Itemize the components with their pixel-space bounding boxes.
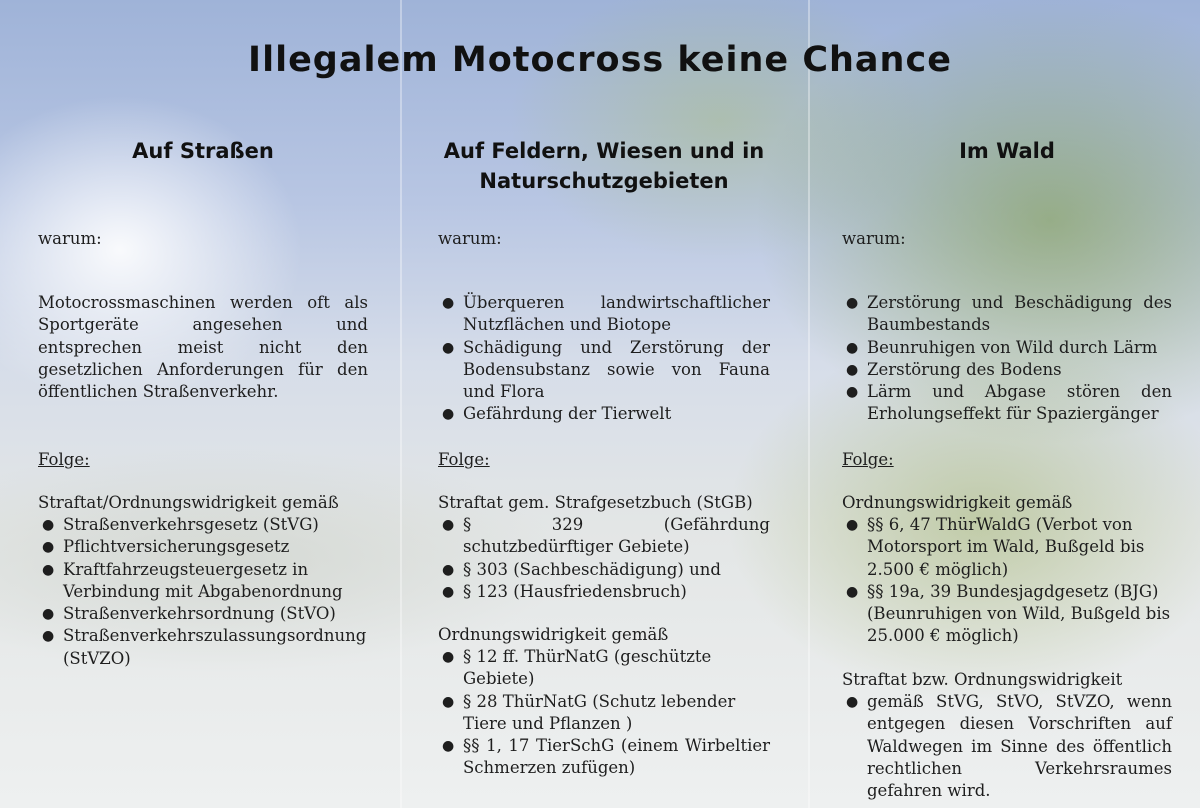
list-item: ● gemäß StVG, StVO, StVZO, wenn entgegen diesen Vorschriften auf Waldwegen im Sinne des öffentlich rechtlichen Verkehrsraumes gefahren wird. — [846, 692, 1172, 801]
list-item: ● § 28 ThürNatG (Schutz lebender Tiere und Pflanzen ) — [442, 691, 736, 733]
reason-list — [438, 292, 770, 426]
list-item: ● § 303 (Sachbeschädigung) und — [438, 559, 770, 581]
consequence-list — [842, 514, 1172, 648]
column-heading: Auf Straßen — [132, 139, 274, 163]
bullet-icon: ● — [846, 361, 859, 378]
consequence-list — [438, 646, 770, 780]
folge-label: Folge: — [842, 450, 894, 469]
bullet-icon: ● — [846, 694, 859, 710]
fold-line-right — [808, 0, 810, 808]
column-heading: Auf Feldern, Wiesen und in Naturschutzgebieten — [443, 139, 765, 193]
warum-label: warum: — [438, 229, 502, 248]
consequence-list — [438, 514, 770, 603]
bullet-icon: ● — [442, 339, 455, 356]
folge-label: Folge: — [38, 450, 90, 469]
list-item: ● Straßenverkehrszulassungsordnung (StVZO) — [42, 626, 367, 668]
bullet-icon: ● — [442, 649, 455, 665]
consequence-list — [38, 514, 368, 670]
fold-line-left — [400, 0, 402, 808]
list-item: ● § 12 ff. ThürNatG (geschützte Gebiete) — [442, 647, 712, 689]
consequence-intro: Ordnungswidrigkeit gemäß — [842, 493, 1073, 512]
bullet-icon: ● — [846, 295, 859, 311]
list-item: ● Zerstörung und Beschädigung des Baumbestands — [846, 293, 1172, 335]
list-item: ● Kraftfahrzeugsteuergesetz in Verbindung mit Abgabenordnung — [42, 559, 343, 601]
bullet-icon: ● — [846, 339, 859, 356]
consequence-intro: Straftat/Ordnungswidrigkeit gemäß — [38, 493, 339, 512]
bullet-icon: ● — [42, 517, 55, 533]
consequence-intro: Straftat gem. Strafgesetzbuch (StGB) — [438, 493, 753, 512]
list-item: ● Straßenverkehrsordnung (StVO) — [38, 603, 368, 625]
bullet-icon: ● — [846, 384, 859, 401]
list-item: ● § 329 (Gefährdung schutzbedürftiger Gebiete) — [442, 515, 770, 557]
warum-label: warum: — [38, 229, 102, 248]
list-item: ● Gefährdung der Tierwelt — [438, 403, 770, 425]
consequence-list — [842, 691, 1172, 802]
list-item: ● Straßenverkehrsgesetz (StVG) — [38, 514, 368, 536]
consequence-intro: Straftat bzw. Ordnungswidrigkeit — [842, 670, 1123, 689]
bullet-icon: ● — [42, 628, 55, 645]
bullet-icon: ● — [442, 517, 455, 533]
bullet-icon: ● — [846, 517, 859, 533]
bullet-icon: ● — [442, 583, 455, 600]
bullet-icon: ● — [442, 295, 455, 311]
bullet-icon: ● — [42, 539, 55, 556]
list-item: ● Beunruhigen von Wild durch Lärm — [842, 337, 1172, 359]
bullet-icon: ● — [442, 693, 455, 710]
list-item: ● §§ 6, 47 ThürWaldG (Verbot von Motorsport im Wald, Bußgeld bis 2.500 € möglich) — [846, 515, 1145, 579]
list-item: ● § 123 (Hausfriedensbruch) — [438, 581, 770, 603]
page-title: Illegalem Motocross keine Chance — [248, 40, 952, 80]
consequence-intro: Ordnungswidrigkeit gemäß — [438, 625, 669, 644]
list-item: ● §§ 1, 17 TierSchG (einem Wirbeltier Schmerzen zufügen) — [442, 736, 770, 778]
folge-label: Folge: — [438, 450, 490, 469]
list-item: ● §§ 19a, 39 Bundesjagdgesetz (BJG) (Beunruhigen von Wild, Bußgeld bis 25.000 € möglich) — [846, 581, 1171, 646]
list-item: ● Zerstörung des Bodens — [842, 359, 1172, 381]
bullet-icon: ● — [442, 406, 455, 423]
bullet-icon: ● — [442, 561, 455, 578]
list-item: ● Überqueren landwirtschaftlicher Nutzflächen und Biotope — [442, 293, 770, 335]
list-item: ● Lärm und Abgase stören den Erholungseffekt für Spaziergänger — [846, 382, 1172, 424]
list-item: ● Schädigung und Zerstörung der Bodensubstanz sowie von Fauna und Flora — [442, 337, 770, 402]
reason-text: Motocrossmaschinen werden oft als Sportgeräte angesehen und entsprechen meist nicht den gesetzlichen Anforderungen für den öffentlichen Straßenverkehr. — [38, 293, 368, 402]
bullet-icon: ● — [846, 583, 859, 600]
bullet-icon: ● — [42, 561, 55, 578]
warum-label: warum: — [842, 229, 906, 248]
column-heading: Im Wald — [959, 139, 1055, 163]
list-item: ● Pflichtversicherungsgesetz — [38, 536, 368, 558]
reason-list — [842, 292, 1172, 426]
bullet-icon: ● — [42, 606, 55, 623]
bullet-icon: ● — [442, 738, 455, 755]
